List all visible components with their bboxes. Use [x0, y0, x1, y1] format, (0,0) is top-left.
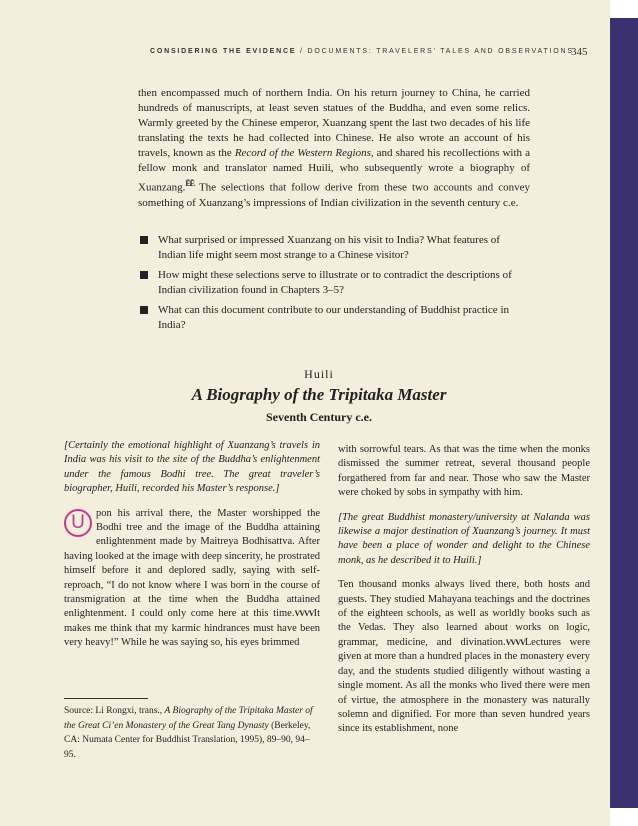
question-item [138, 303, 530, 333]
question-text: What surprised or impressed Xuanzang on his visit to India? What features of Indian life might seem most strange to a Chinese visitor? [158, 234, 500, 261]
question-text: How might these selections serve to illustrate or to contradict the descriptions of Indian civilization found in Chapters 3–5? [158, 269, 512, 296]
document-title: A Biography of the Tripitaka Master [191, 385, 447, 404]
body-paragraph [338, 578, 590, 736]
bullet-square-icon [140, 306, 148, 314]
right-column [338, 443, 590, 747]
annotation-marker-icon: VVVV [505, 637, 525, 647]
bullet-square-icon [140, 236, 148, 244]
body-text-a: Ten thousand monks always lived there, both hosts and guests. They studied Mahayana teachings and the doctrines of the eighteen schools, as well as worldly books such as the Vedas. They also learned about works on logic, grammar, medicine, and divination. [338, 579, 590, 648]
intro-text-2: and shared his recollections with a fellow monk and translator named Huili, who subsequently wrote a biography of Xuanzang. [138, 147, 530, 194]
annotation-marker-icon: ĒĒ [185, 179, 195, 188]
annotation-marker-icon: VVVV [294, 609, 314, 619]
editor-note: [Certainly the emotional highlight of Xuanzang’s travels in India was his visit to the site of the Buddha’s enlightenment under the famous Bodhi tree. The great traveler’s biographer, Huili, recorded his Master’s response.] [64, 440, 320, 495]
header-section: CONSIDERING THE EVIDENCE [150, 48, 297, 55]
body-text-b: It makes me think that my karmic hindrances must have been very heavy!” While he was saying so, his eyes brimmed [64, 608, 320, 649]
question-item [138, 268, 530, 298]
intro-text-1: then encompassed much of northern India. On his return journey to China, he carried hundreds of manuscripts, at least seven statues of the Buddha, and even some relics. Warmly greeted by the Chinese emperor, Xuanzang spent the last two decades of his life translating the texts he had collected into Chinese. He also wrote an account of his travels, known as the [138, 87, 530, 159]
page-number: 345 [571, 46, 588, 58]
question-item [138, 233, 530, 263]
source-text-a: Source: Li Rongxi, trans., [64, 706, 165, 716]
editor-note: [The great Buddhist monastery/university at Nalanda was likewise a major destination of Xuanzang’s journey. It must have been a place of wonder and delight to the Chinese monk, as he described it to Huili.] [338, 511, 590, 566]
document-author: Huili [304, 367, 334, 381]
drop-cap-icon: U [64, 509, 92, 537]
source-italic-title: A Biography of the Tripitaka Master of the Great Ci’en Monastery of the Great Tang Dynasty [64, 706, 313, 731]
body-paragraph: with sorrowful tears. As that was the time when the monks dismissed the summer retreat, several thousand people forgathered from far and near. Those who saw the Master were choked by sobs in sympathy with him. [338, 444, 590, 499]
body-text-a: pon his arrival there, the Master worshipped the Bodhi tree and the image of the Buddha attaining enlightenment made by Maitreya Bodhisattva. After having looked at the image with deep sincerity, he prostrated himself before it and deplored sadly, saying with self-reproach, “I do not know where I was born in the course of transmigration at the time when the Buddha attained enlightenment. I could only come here at this time. [64, 507, 320, 620]
document-subtitle: Seventh Century c.e. [266, 410, 372, 424]
body-text-b: Lectures were given at more than a hundred places in the monastery every day, and the students studied diligently without wasting a single moment. As all the monks who lived there were men of virtue, the atmosphere in the monastery was naturally solemn and dignified. For more than seven hundred years since its establishment, none [338, 636, 591, 735]
source-divider [64, 698, 148, 699]
intro-italic-title: Record of the Western Regions, [234, 147, 374, 159]
intro-text-3: The selections that follow derive from these two accounts and convey something of Xuanzang’s impressions of Indian civilization in the seventh century c.e. [138, 181, 530, 209]
intro-paragraph [138, 86, 530, 211]
header-subsection: DOCUMENTS: TRAVELERS’ TALES AND OBSERVATIONS [307, 48, 574, 55]
source-text-b: (Berkeley, CA: Numata Center for Buddhist Translation, 1995), 89–90, 94–95. [64, 720, 311, 760]
running-header [150, 48, 590, 55]
left-column [64, 439, 320, 661]
body-paragraph [64, 507, 320, 651]
bullet-square-icon [140, 271, 148, 279]
question-list [138, 233, 530, 338]
header-separator: / [296, 48, 308, 55]
question-text: What can this document contribute to our understanding of Buddhist practice in India? [158, 304, 509, 331]
source-citation [64, 704, 320, 762]
